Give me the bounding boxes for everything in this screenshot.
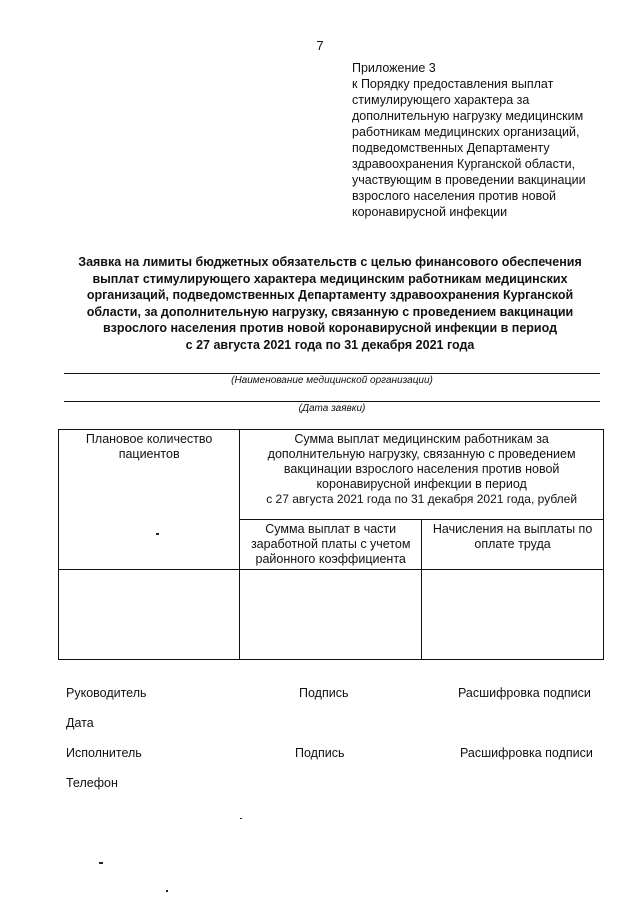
head-decoding-label: Расшифровка подписи [458,686,591,700]
appendix-line: коронавирусной инфекции [352,205,508,219]
limits-table [58,429,604,660]
title-line: области, за дополнительную нагрузку, связанную с проведением вакцинации [86,304,574,319]
header-patients-line: Плановое количество [85,432,213,446]
document-title [40,254,620,353]
scan-speck [240,818,242,819]
executor-label: Исполнитель [66,746,142,760]
header-salary-payments [240,520,422,570]
scan-speck [166,890,168,892]
page-number: 7 [316,38,324,53]
appendix-line: к Порядку предоставления выплат [352,77,554,91]
cell-salary-empty [240,570,422,660]
table-row [59,570,604,660]
header-total-line: с 27 августа 2021 года по 31 декабря 2021 года, рублей [266,492,578,506]
header-salary-line: районного коэффициента [255,552,406,566]
header-total-line: коронавирусной инфекции в период [316,477,527,491]
scan-speck [156,533,159,535]
phone-label: Телефон [66,776,118,790]
executor-signature-label: Подпись [295,746,345,760]
appendix-line: работникам медицинских организаций, [352,125,580,139]
title-line: организаций, подведомственных Департаменту здравоохранения Курганской [86,288,574,302]
header-patients-count [59,430,240,570]
header-salary-line: Сумма выплат в части [265,522,397,536]
header-accruals-line: оплате труда [474,537,551,551]
title-line: выплат стимулирующего характера медицинским работникам медицинских [92,271,568,286]
appendix-line: взрослого населения против новой [352,189,557,203]
header-patients-line: пациентов [118,447,180,461]
scan-speck [99,862,103,864]
appendix-line: Приложение 3 [352,61,436,75]
title-line: с 27 августа 2021 года по 31 декабря 2021 года [185,337,475,352]
header-salary-line: заработной платы с учетом [250,537,411,551]
appendix-line: стимулирующего характера за [352,93,530,107]
appendix-line: дополнительную нагрузку медицинским [352,109,584,123]
request-date-caption: (Дата заявки) [298,403,366,414]
appendix-note [352,60,622,220]
header-total-line: дополнительную нагрузку, связанную с проведением [267,447,576,461]
appendix-line: подведомственных Департаменту [352,141,550,155]
request-date-line [64,401,600,402]
organization-name-caption: (Наименование медицинской организации) [231,375,433,386]
executor-decoding-label: Расшифровка подписи [460,746,593,760]
cell-patients-empty [59,570,240,660]
date-label: Дата [66,716,94,730]
appendix-line: участвующим в проведении вакцинации [352,173,586,187]
header-payroll-accruals [422,520,604,570]
title-line: Заявка на лимиты бюджетных обязательств с целью финансового обеспечения [78,255,582,269]
head-signature-label: Подпись [299,686,349,700]
appendix-line: здравоохранения Курганской области, [352,157,576,171]
header-total-line: вакцинации взрослого населения против новой [283,462,560,476]
head-label: Руководитель [66,686,147,700]
title-line: взрослого населения против новой коронавирусной инфекции в период [102,321,558,335]
header-total-payments [240,430,604,520]
header-accruals-line: Начисления на выплаты по [432,522,593,536]
cell-accruals-empty [422,570,604,660]
organization-name-line [64,373,600,374]
header-total-line: Сумма выплат медицинским работникам за [294,432,549,446]
